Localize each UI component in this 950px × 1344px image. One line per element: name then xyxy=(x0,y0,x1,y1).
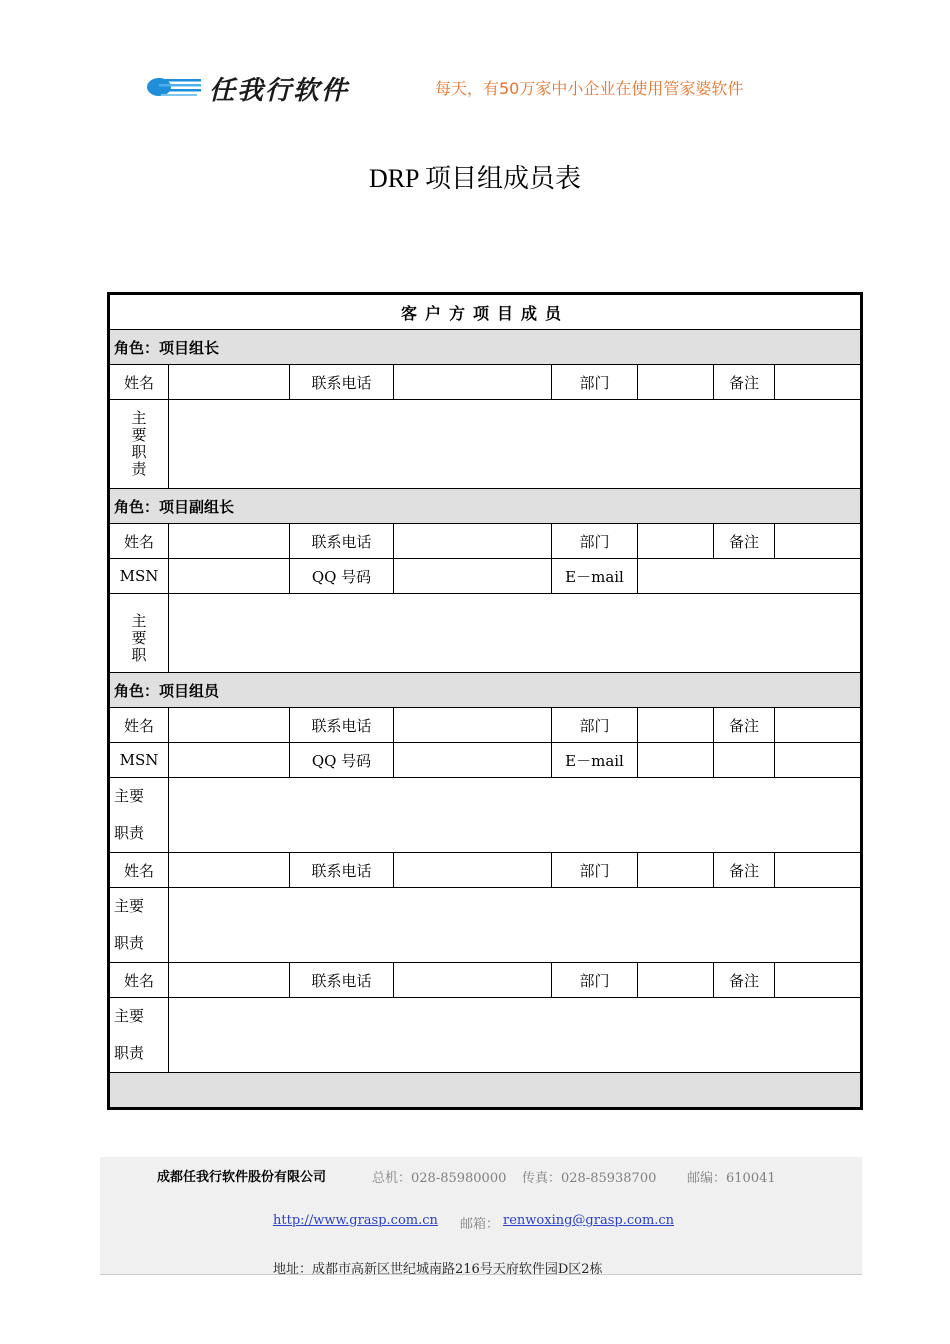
table-row xyxy=(109,998,862,1073)
msn-field[interactable] xyxy=(169,743,290,778)
dept-label: 部门 xyxy=(552,708,638,743)
table-row xyxy=(109,888,862,963)
duty-label xyxy=(109,400,169,489)
table-row xyxy=(109,524,862,559)
email-field[interactable] xyxy=(638,559,862,594)
section-title: 客户方项目成员 xyxy=(109,294,862,330)
phone-field[interactable] xyxy=(394,708,552,743)
email-label: 邮箱： xyxy=(460,1217,500,1232)
extra-field[interactable] xyxy=(775,743,862,778)
phone-label: 联系电话 xyxy=(290,963,394,998)
duty-line-1: 主要 xyxy=(114,787,145,805)
duty-line-1: 主要 xyxy=(114,897,145,915)
email-label: E－mail xyxy=(552,559,638,594)
duty-line-2: 职责 xyxy=(114,934,145,952)
table-row xyxy=(109,778,862,853)
role-row xyxy=(109,489,862,524)
dept-field[interactable] xyxy=(638,708,714,743)
email-link[interactable]: renwoxing@grasp.com.cn xyxy=(503,1213,675,1228)
table-footer-row xyxy=(109,1073,862,1109)
duty-label xyxy=(109,594,169,673)
dept-field[interactable] xyxy=(638,524,714,559)
phone-label: 联系电话 xyxy=(290,524,394,559)
qq-field[interactable] xyxy=(394,559,552,594)
msn-label: MSN xyxy=(109,743,169,778)
speed-swoosh-icon xyxy=(145,74,205,100)
name-field[interactable] xyxy=(169,524,290,559)
qq-label: QQ 号码 xyxy=(290,743,394,778)
table-row xyxy=(109,365,862,400)
fax-number: 传真：028-85938700 xyxy=(522,1171,657,1186)
phone-label: 联系电话 xyxy=(290,365,394,400)
duty-field[interactable] xyxy=(169,778,862,853)
member-form-table xyxy=(107,292,863,1110)
company-logo xyxy=(145,70,395,104)
dept-label: 部门 xyxy=(552,365,638,400)
dept-label: 部门 xyxy=(552,963,638,998)
remark-field[interactable] xyxy=(775,853,862,888)
phone-field[interactable] xyxy=(394,524,552,559)
role-leader-label: 角色：项目组长 xyxy=(109,330,862,365)
msn-field[interactable] xyxy=(169,559,290,594)
duty-label xyxy=(109,998,169,1073)
phone-label: 联系电话 xyxy=(290,708,394,743)
role-deputy-label: 角色：项目副组长 xyxy=(109,489,862,524)
name-label: 姓名 xyxy=(109,524,169,559)
remark-field[interactable] xyxy=(775,708,862,743)
msn-label: MSN xyxy=(109,559,169,594)
name-label: 姓名 xyxy=(109,365,169,400)
duty-field[interactable] xyxy=(169,400,862,489)
phone-label: 联系电话 xyxy=(290,853,394,888)
duty-label xyxy=(109,888,169,963)
duty-field[interactable] xyxy=(169,998,862,1073)
page-header xyxy=(0,0,950,120)
role-row xyxy=(109,330,862,365)
table-row xyxy=(109,708,862,743)
remark-label: 备注 xyxy=(714,708,775,743)
duty-field[interactable] xyxy=(169,594,862,673)
table-row xyxy=(109,963,862,998)
name-label: 姓名 xyxy=(109,963,169,998)
email-label: E－mail xyxy=(552,743,638,778)
remark-field[interactable] xyxy=(775,524,862,559)
remark-label: 备注 xyxy=(714,524,775,559)
dept-field[interactable] xyxy=(638,853,714,888)
remark-label: 备注 xyxy=(714,365,775,400)
dept-field[interactable] xyxy=(638,963,714,998)
table-footer xyxy=(109,1073,862,1109)
dept-label: 部门 xyxy=(552,524,638,559)
page-title: DRP 项目组成员表 xyxy=(368,164,582,193)
name-field[interactable] xyxy=(169,963,290,998)
phone-field[interactable] xyxy=(394,853,552,888)
page-footer xyxy=(100,1157,862,1275)
table-row xyxy=(109,594,862,673)
duty-line-1: 主要 xyxy=(114,1007,145,1025)
company-name: 成都任我行软件股份有限公司 xyxy=(157,1170,327,1185)
table-row xyxy=(109,400,862,489)
duty-label xyxy=(109,778,169,853)
dept-label: 部门 xyxy=(552,853,638,888)
qq-label: QQ 号码 xyxy=(290,559,394,594)
logo-text: 任我行软件 xyxy=(209,76,350,106)
duty-label-text: 主要职责 xyxy=(131,409,147,478)
duty-line-2: 职责 xyxy=(114,824,145,842)
duty-line-2: 职责 xyxy=(114,1044,145,1062)
dept-field[interactable] xyxy=(638,365,714,400)
zip-code: 邮编：610041 xyxy=(687,1171,776,1186)
duty-field[interactable] xyxy=(169,888,862,963)
role-row xyxy=(109,673,862,708)
slogan: 每天，有50万家中小企业在使用管家婆软件 xyxy=(435,79,744,98)
address: 地址：成都市高新区世纪城南路216号天府软件园D区2栋 xyxy=(273,1262,603,1277)
name-field[interactable] xyxy=(169,708,290,743)
remark-label: 备注 xyxy=(714,853,775,888)
name-label: 姓名 xyxy=(109,708,169,743)
name-field[interactable] xyxy=(169,365,290,400)
section-header-row xyxy=(109,294,862,330)
remark-field[interactable] xyxy=(775,963,862,998)
qq-field[interactable] xyxy=(394,743,552,778)
name-field[interactable] xyxy=(169,853,290,888)
duty-label-text: 主要职 xyxy=(131,611,147,664)
extra-field[interactable] xyxy=(714,743,775,778)
phone-field[interactable] xyxy=(394,963,552,998)
phone-field[interactable] xyxy=(394,365,552,400)
role-member-label: 角色：项目组员 xyxy=(109,673,862,708)
website-link[interactable]: http://www.grasp.com.cn xyxy=(273,1213,438,1228)
email-field[interactable] xyxy=(638,743,714,778)
name-label: 姓名 xyxy=(109,853,169,888)
table-row xyxy=(109,743,862,778)
remark-field[interactable] xyxy=(775,365,862,400)
table-row xyxy=(109,559,862,594)
phone-number: 总机：028-85980000 xyxy=(372,1171,507,1186)
table-row xyxy=(109,853,862,888)
remark-label: 备注 xyxy=(714,963,775,998)
